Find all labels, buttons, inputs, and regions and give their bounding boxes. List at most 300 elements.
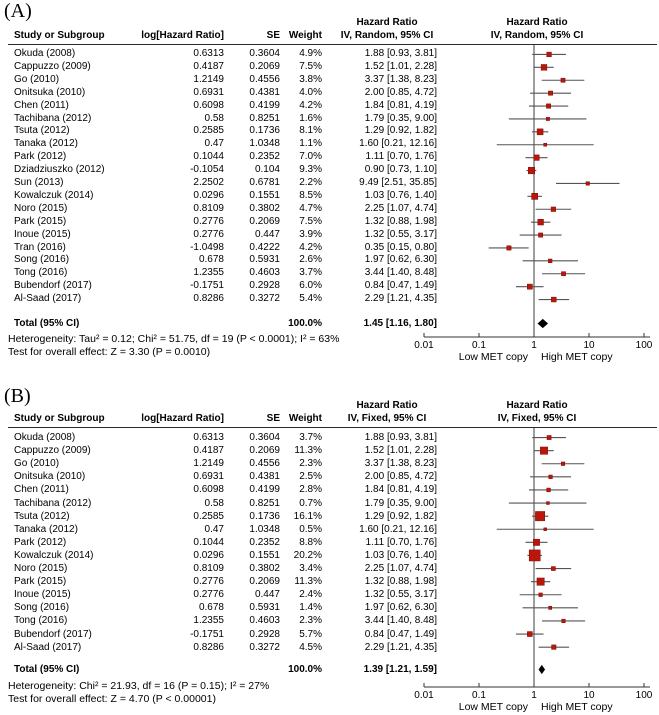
hr-ci-cell: 1.60 [0.21, 12.16] xyxy=(359,138,437,150)
axis-tick-label: 0.1 xyxy=(472,690,486,701)
hr-ci-cell: 1.88 [0.93, 3.81] xyxy=(364,432,437,443)
hr-ci-cell: 1.29 [0.92, 1.82] xyxy=(364,510,437,522)
study-estimate xyxy=(529,104,568,108)
study-name-cell: Tanaka (2012) xyxy=(14,523,78,535)
weight-cell: 3.9% xyxy=(299,228,322,240)
study-estimate xyxy=(526,167,536,174)
weight-cell: 4.7% xyxy=(299,202,322,214)
effect-marker xyxy=(539,233,543,237)
se-cell: 0.4199 xyxy=(249,484,280,496)
study-estimate xyxy=(497,528,594,531)
se-cell: 0.4603 xyxy=(249,267,280,279)
effect-marker xyxy=(547,52,552,57)
effect-marker xyxy=(586,182,590,186)
loghr-cell: 0.6313 xyxy=(193,48,224,59)
loghr-cell: 0.2585 xyxy=(193,125,224,137)
loghr-cell: 0.4187 xyxy=(193,60,224,72)
weight-cell: 0.5% xyxy=(299,523,322,535)
effect-marker xyxy=(537,578,544,585)
effect-marker xyxy=(507,246,511,250)
panel-letter: (B) xyxy=(4,385,31,407)
study-name-cell: Tsuta (2012) xyxy=(14,125,70,137)
loghr-cell: 0.678 xyxy=(198,602,224,614)
weight-cell: 11.3% xyxy=(294,576,322,588)
se-cell: 0.2069 xyxy=(249,60,280,72)
column-header-weight: Weight xyxy=(288,30,322,41)
study-estimate xyxy=(532,435,566,439)
effect-marker xyxy=(549,475,553,479)
study-name-cell: Noro (2015) xyxy=(14,202,68,214)
hr-ci-cell: 1.79 [0.35, 9.00] xyxy=(364,497,437,509)
x-axis xyxy=(414,333,653,363)
effect-marker xyxy=(527,632,532,637)
study-estimate xyxy=(516,632,544,637)
effect-marker xyxy=(546,117,549,120)
weight-cell: 7.0% xyxy=(299,151,322,163)
loghr-cell: 0.2776 xyxy=(193,228,224,240)
weight-cell: 8.1% xyxy=(299,125,322,137)
axis-tick-label: 0.1 xyxy=(472,340,486,351)
hr-ci-cell: 1.03 [0.76, 1.40] xyxy=(364,549,437,561)
weight-cell: 11.3% xyxy=(294,445,322,457)
loghr-cell: 0.6098 xyxy=(193,484,224,496)
study-name-cell: Okuda (2008) xyxy=(14,48,76,59)
loghr-cell: 0.0296 xyxy=(193,189,224,201)
axis-tick-label: 100 xyxy=(635,340,653,351)
study-name-cell: Kowalczuk (2014) xyxy=(14,189,94,201)
se-cell: 0.1736 xyxy=(249,510,280,522)
total-row-label: Total (95% CI) xyxy=(14,318,80,329)
weight-cell: 6.0% xyxy=(299,280,322,292)
weight-cell: 7.5% xyxy=(299,215,322,227)
hr-ci-cell: 2.00 [0.85, 4.72] xyxy=(364,86,437,98)
overall-effect-note: Test for overall effect: Z = 3.30 (P = 0.0010) xyxy=(8,346,211,358)
total-row-label: Total (95% CI) xyxy=(14,664,80,675)
loghr-cell: 0.2585 xyxy=(193,510,224,522)
loghr-cell: 0.6931 xyxy=(193,471,224,483)
effect-marker xyxy=(561,78,565,82)
panel-letter: (A) xyxy=(4,0,32,22)
study-name-cell: Park (2015) xyxy=(14,576,67,588)
axis-tick-label: 1 xyxy=(531,340,537,351)
x-axis xyxy=(414,683,653,713)
study-estimate xyxy=(536,567,572,571)
study-name-cell: Cappuzzo (2009) xyxy=(14,60,91,72)
study-name-cell: Tsuta (2012) xyxy=(14,510,70,522)
study-estimate xyxy=(523,606,578,609)
effect-marker xyxy=(529,550,540,561)
hr-ci-cell: 1.52 [1.01, 2.28] xyxy=(364,60,437,72)
hr-ci-cell: 1.32 [0.88, 1.98] xyxy=(364,576,437,588)
hr-ci-cell: 2.00 [0.85, 4.72] xyxy=(364,471,437,483)
se-cell: 0.8251 xyxy=(249,112,280,124)
study-estimate xyxy=(525,155,547,161)
total-diamond xyxy=(538,319,548,328)
hr-ci-cell: 1.79 [0.35, 9.00] xyxy=(364,112,437,124)
hr-ci-cell: 3.37 [1.38, 8.23] xyxy=(364,458,437,470)
loghr-cell: 0.1044 xyxy=(193,151,224,163)
loghr-cell: 0.58 xyxy=(204,112,224,124)
study-name-cell: Tran (2016) xyxy=(14,241,66,253)
total-row-weight: 100.0% xyxy=(288,318,322,329)
se-cell: 0.2069 xyxy=(249,576,280,588)
loghr-cell: -0.1751 xyxy=(190,628,224,640)
weight-cell: 9.3% xyxy=(299,164,322,176)
se-cell: 0.8251 xyxy=(249,497,280,509)
total-diamond xyxy=(539,665,546,674)
study-name-cell: Onitsuka (2010) xyxy=(14,471,86,483)
weight-cell: 3.8% xyxy=(299,73,322,85)
column-header-model: IV, Fixed, 95% CI xyxy=(347,413,427,424)
weight-cell: 2.3% xyxy=(299,615,322,627)
axis-tick-label: 10 xyxy=(583,690,595,701)
hr-ci-cell: 3.44 [1.40, 8.48] xyxy=(364,267,437,279)
hr-ci-cell: 3.37 [1.38, 8.23] xyxy=(364,73,437,85)
effect-marker xyxy=(552,645,556,649)
study-name-cell: Kowalczuk (2014) xyxy=(14,549,94,561)
hr-ci-cell: 0.84 [0.47, 1.49] xyxy=(364,280,437,292)
weight-cell: 5.7% xyxy=(299,628,322,640)
effect-marker xyxy=(541,64,547,70)
se-cell: 0.4222 xyxy=(249,241,280,253)
study-name-cell: Tong (2016) xyxy=(14,615,68,627)
study-name-cell: Song (2016) xyxy=(14,254,70,266)
hr-ci-cell: 1.84 [0.81, 4.19] xyxy=(364,99,437,111)
axis-tick-label: 10 xyxy=(583,340,595,351)
hr-ci-cell: 1.29 [0.92, 1.82] xyxy=(364,125,437,137)
loghr-cell: 1.2149 xyxy=(193,458,224,470)
study-name-cell: Okuda (2008) xyxy=(14,432,76,443)
study-estimate xyxy=(527,550,542,561)
loghr-cell: 0.58 xyxy=(204,497,224,509)
hr-ci-cell: 1.32 [0.55, 3.17] xyxy=(364,589,437,601)
weight-cell: 16.1% xyxy=(293,510,322,522)
effect-marker xyxy=(551,207,556,212)
weight-cell: 2.6% xyxy=(299,254,322,266)
plot-header-hazard-ratio: Hazard Ratio xyxy=(506,400,568,411)
hr-ci-cell: 1.84 [0.81, 4.19] xyxy=(364,484,437,496)
axis-tick-label: 1 xyxy=(531,690,537,701)
weight-cell: 2.4% xyxy=(299,589,322,601)
loghr-cell: -0.1751 xyxy=(190,280,224,292)
weight-cell: 4.2% xyxy=(299,241,322,253)
study-estimate xyxy=(539,297,570,302)
study-estimate xyxy=(536,207,572,212)
study-estimate xyxy=(539,645,570,649)
column-header-hazard-ratio: Hazard Ratio xyxy=(356,400,418,411)
se-cell: 0.3802 xyxy=(249,563,280,574)
hr-ci-cell: 2.29 [1.21, 4.35] xyxy=(364,293,437,305)
se-cell: 0.1551 xyxy=(249,189,280,201)
study-name-cell: Chen (2011) xyxy=(14,484,69,496)
study-estimate xyxy=(520,233,562,237)
loghr-cell: 0.678 xyxy=(198,254,224,266)
hr-ci-cell: 2.25 [1.07, 4.74] xyxy=(364,563,437,574)
study-name-cell: Inoue (2015) xyxy=(14,589,71,601)
hr-ci-cell: 0.90 [0.73, 1.10] xyxy=(364,164,437,176)
effect-marker xyxy=(527,284,532,289)
effect-marker xyxy=(546,502,549,505)
weight-cell: 4.2% xyxy=(299,99,322,111)
study-estimate xyxy=(529,488,568,492)
se-cell: 0.2069 xyxy=(249,215,280,227)
study-name-cell: Tachibana (2012) xyxy=(14,112,92,124)
effect-marker xyxy=(535,511,544,520)
effect-marker xyxy=(528,167,535,174)
loghr-cell: 1.2355 xyxy=(193,267,224,279)
study-name-cell: Dziadziuszko (2012) xyxy=(14,164,105,176)
hr-ci-cell: 0.35 [0.15, 0.80] xyxy=(364,241,437,253)
effect-marker xyxy=(562,619,566,623)
se-cell: 0.3272 xyxy=(249,641,280,653)
weight-cell: 4.5% xyxy=(299,641,322,653)
loghr-cell: 0.2776 xyxy=(193,589,224,601)
study-estimate xyxy=(523,259,578,263)
study-estimate xyxy=(534,64,553,70)
axis-tick-label: 0.01 xyxy=(414,690,434,701)
se-cell: 0.5931 xyxy=(249,254,280,266)
hr-ci-cell: 9.49 [2.51, 35.85] xyxy=(359,177,437,188)
column-header-weight: Weight xyxy=(288,413,322,424)
study-estimate xyxy=(497,143,594,146)
axis-caption-left: Low MET copy xyxy=(458,701,528,713)
weight-cell: 2.3% xyxy=(299,458,322,470)
loghr-cell: 0.4187 xyxy=(193,445,224,457)
axis-caption-right: High MET copy xyxy=(541,701,613,713)
se-cell: 0.3604 xyxy=(249,432,280,443)
column-header-se: SE xyxy=(266,30,280,41)
weight-cell: 1.1% xyxy=(299,138,322,150)
loghr-cell: 0.47 xyxy=(204,523,224,535)
weight-cell: 3.4% xyxy=(299,563,322,574)
effect-marker xyxy=(537,129,543,135)
study-estimate xyxy=(525,539,547,545)
loghr-cell: 0.2776 xyxy=(193,215,224,227)
loghr-cell: 0.2776 xyxy=(193,576,224,588)
loghr-cell: 0.6931 xyxy=(193,86,224,98)
study-name-cell: Cappuzzo (2009) xyxy=(14,445,91,457)
hr-ci-cell: 1.88 [0.93, 3.81] xyxy=(364,48,437,59)
forest-panel-b xyxy=(0,383,659,715)
total-row-ci: 1.39 [1.21, 1.59] xyxy=(363,664,437,675)
se-cell: 0.2352 xyxy=(249,151,280,163)
study-estimate xyxy=(527,193,542,199)
weight-cell: 0.7% xyxy=(299,497,322,509)
weight-cell: 4.9% xyxy=(299,48,322,59)
loghr-cell: 1.2149 xyxy=(193,73,224,85)
se-cell: 0.3802 xyxy=(249,202,280,214)
loghr-cell: 1.2355 xyxy=(193,615,224,627)
se-cell: 0.6781 xyxy=(249,177,280,188)
study-estimate xyxy=(542,462,585,466)
study-name-cell: Go (2010) xyxy=(14,73,60,85)
column-header-study: Study or Subgroup xyxy=(14,413,105,424)
study-estimate xyxy=(542,272,585,276)
total-row-ci: 1.45 [1.16, 1.80] xyxy=(363,318,437,329)
loghr-cell: 0.8109 xyxy=(193,202,224,214)
se-cell: 0.5931 xyxy=(249,602,280,614)
effect-marker xyxy=(532,193,538,199)
weight-cell: 3.7% xyxy=(299,432,322,443)
se-cell: 0.2928 xyxy=(249,280,280,292)
study-estimate xyxy=(542,78,585,82)
effect-marker xyxy=(547,435,551,439)
hr-ci-cell: 0.84 [0.47, 1.49] xyxy=(364,628,437,640)
study-name-cell: Al-Saad (2017) xyxy=(14,293,82,305)
effect-marker xyxy=(548,259,552,263)
weight-cell: 5.4% xyxy=(299,293,322,305)
study-estimate xyxy=(534,447,553,454)
loghr-cell: -1.0498 xyxy=(190,241,224,253)
se-cell: 0.4603 xyxy=(249,615,280,627)
study-name-cell: Tong (2016) xyxy=(14,267,68,279)
column-header-study: Study or Subgroup xyxy=(14,30,105,41)
loghr-cell: 0.6098 xyxy=(193,99,224,111)
effect-marker xyxy=(534,155,540,161)
se-cell: 1.0348 xyxy=(249,523,280,535)
study-estimate xyxy=(532,52,566,57)
hr-ci-cell: 1.11 [0.70, 1.76] xyxy=(365,536,437,548)
hr-ci-cell: 1.32 [0.88, 1.98] xyxy=(364,215,437,227)
se-cell: 0.447 xyxy=(254,589,280,601)
loghr-cell: 0.1044 xyxy=(193,536,224,548)
se-cell: 0.4381 xyxy=(249,86,280,98)
se-cell: 0.4381 xyxy=(249,471,280,483)
loghr-cell: 0.47 xyxy=(204,138,224,150)
weight-cell: 20.2% xyxy=(293,549,322,561)
study-name-cell: Noro (2015) xyxy=(14,563,68,574)
weight-cell: 1.4% xyxy=(299,602,322,614)
weight-cell: 8.8% xyxy=(299,536,322,548)
axis-tick-label: 100 xyxy=(635,690,653,701)
hr-ci-cell: 1.60 [0.21, 12.16] xyxy=(359,523,437,535)
hr-ci-cell: 2.25 [1.07, 4.74] xyxy=(364,202,437,214)
loghr-cell: 0.8286 xyxy=(193,641,224,653)
study-name-cell: Chen (2011) xyxy=(14,99,69,111)
loghr-cell: 0.8109 xyxy=(193,563,224,574)
study-name-cell: Onitsuka (2010) xyxy=(14,86,86,98)
study-name-cell: Tachibana (2012) xyxy=(14,497,92,509)
effect-marker xyxy=(546,104,550,108)
se-cell: 0.3604 xyxy=(249,48,280,59)
weight-cell: 4.0% xyxy=(299,86,322,98)
se-cell: 0.4556 xyxy=(249,73,280,85)
plot-header-model: IV, Fixed, 95% CI xyxy=(497,413,577,424)
study-name-cell: Inoue (2015) xyxy=(14,228,71,240)
se-cell: 0.2069 xyxy=(249,445,280,457)
overall-effect-note: Test for overall effect: Z = 4.70 (P < 0.00001) xyxy=(8,693,216,705)
study-estimate xyxy=(516,284,544,289)
study-name-cell: Go (2010) xyxy=(14,458,60,470)
hr-ci-cell: 2.29 [1.21, 4.35] xyxy=(364,641,437,653)
effect-marker xyxy=(539,593,543,597)
se-cell: 0.1736 xyxy=(249,125,280,137)
weight-cell: 2.5% xyxy=(299,471,322,483)
study-name-cell: Park (2015) xyxy=(14,215,67,227)
effect-marker xyxy=(540,447,547,454)
column-header-loghr: log[Hazard Ratio] xyxy=(141,413,224,424)
axis-caption-right: High MET copy xyxy=(541,351,613,363)
effect-marker xyxy=(547,488,551,492)
effect-marker xyxy=(551,567,555,571)
se-cell: 0.104 xyxy=(254,164,280,176)
total-row-weight: 100.0% xyxy=(288,664,322,675)
effect-marker xyxy=(544,528,547,531)
column-header-model: IV, Random, 95% CI xyxy=(340,30,434,41)
study-estimate xyxy=(530,475,571,479)
loghr-cell: 0.0296 xyxy=(193,549,224,561)
study-estimate xyxy=(489,246,529,250)
study-estimate xyxy=(509,502,587,505)
study-name-cell: Bubendorf (2017) xyxy=(14,628,92,640)
se-cell: 0.447 xyxy=(254,228,280,240)
effect-marker xyxy=(561,272,565,276)
se-cell: 0.1551 xyxy=(249,549,280,561)
hr-ci-cell: 1.52 [1.01, 2.28] xyxy=(364,445,437,457)
column-header-se: SE xyxy=(266,413,280,424)
study-name-cell: Song (2016) xyxy=(14,602,70,614)
study-estimate xyxy=(556,182,620,186)
study-name-cell: Al-Saad (2017) xyxy=(14,641,82,653)
hr-ci-cell: 1.97 [0.62, 6.30] xyxy=(364,602,437,614)
loghr-cell: 0.6313 xyxy=(193,432,224,443)
effect-marker xyxy=(538,219,544,225)
se-cell: 0.3272 xyxy=(249,293,280,305)
heterogeneity-note: Heterogeneity: Tau² = 0.12; Chi² = 51.75, df = 19 (P < 0.0001); I² = 63% xyxy=(8,333,340,345)
axis-tick-label: 0.01 xyxy=(414,340,434,351)
loghr-cell: -0.1054 xyxy=(190,164,224,176)
se-cell: 1.0348 xyxy=(249,138,280,150)
plot-header-hazard-ratio: Hazard Ratio xyxy=(506,17,568,28)
weight-cell: 8.5% xyxy=(299,189,322,201)
loghr-cell: 2.2502 xyxy=(193,177,224,188)
column-header-loghr: log[Hazard Ratio] xyxy=(141,30,224,41)
study-name-cell: Bubendorf (2017) xyxy=(14,280,92,292)
plot-header-model: IV, Random, 95% CI xyxy=(490,30,584,41)
study-name-cell: Park (2012) xyxy=(14,536,67,548)
weight-cell: 2.8% xyxy=(299,484,322,496)
study-estimate xyxy=(542,619,585,623)
weight-cell: 1.6% xyxy=(299,112,322,124)
hr-ci-cell: 3.44 [1.40, 8.48] xyxy=(364,615,437,627)
loghr-cell: 0.8286 xyxy=(193,293,224,305)
weight-cell: 7.5% xyxy=(299,60,322,72)
study-name-cell: Park (2012) xyxy=(14,151,67,163)
weight-cell: 2.2% xyxy=(299,177,322,188)
forest-plot-canvas xyxy=(0,383,659,715)
hr-ci-cell: 1.03 [0.76, 1.40] xyxy=(364,189,437,201)
study-estimate xyxy=(520,593,562,597)
se-cell: 0.4199 xyxy=(249,99,280,111)
weight-cell: 3.7% xyxy=(299,267,322,279)
study-estimate xyxy=(530,91,571,95)
column-header-hazard-ratio: Hazard Ratio xyxy=(356,17,418,28)
effect-marker xyxy=(544,143,547,146)
effect-marker xyxy=(561,462,565,466)
hr-ci-cell: 1.32 [0.55, 3.17] xyxy=(364,228,437,240)
effect-marker xyxy=(551,297,556,302)
effect-marker xyxy=(549,606,552,609)
se-cell: 0.4556 xyxy=(249,458,280,470)
study-estimate xyxy=(509,117,587,120)
effect-marker xyxy=(533,539,539,545)
effect-marker xyxy=(548,91,552,95)
se-cell: 0.2928 xyxy=(249,628,280,640)
axis-caption-left: Low MET copy xyxy=(458,351,528,363)
study-name-cell: Tanaka (2012) xyxy=(14,138,78,150)
study-name-cell: Sun (2013) xyxy=(14,177,64,188)
se-cell: 0.2352 xyxy=(249,536,280,548)
